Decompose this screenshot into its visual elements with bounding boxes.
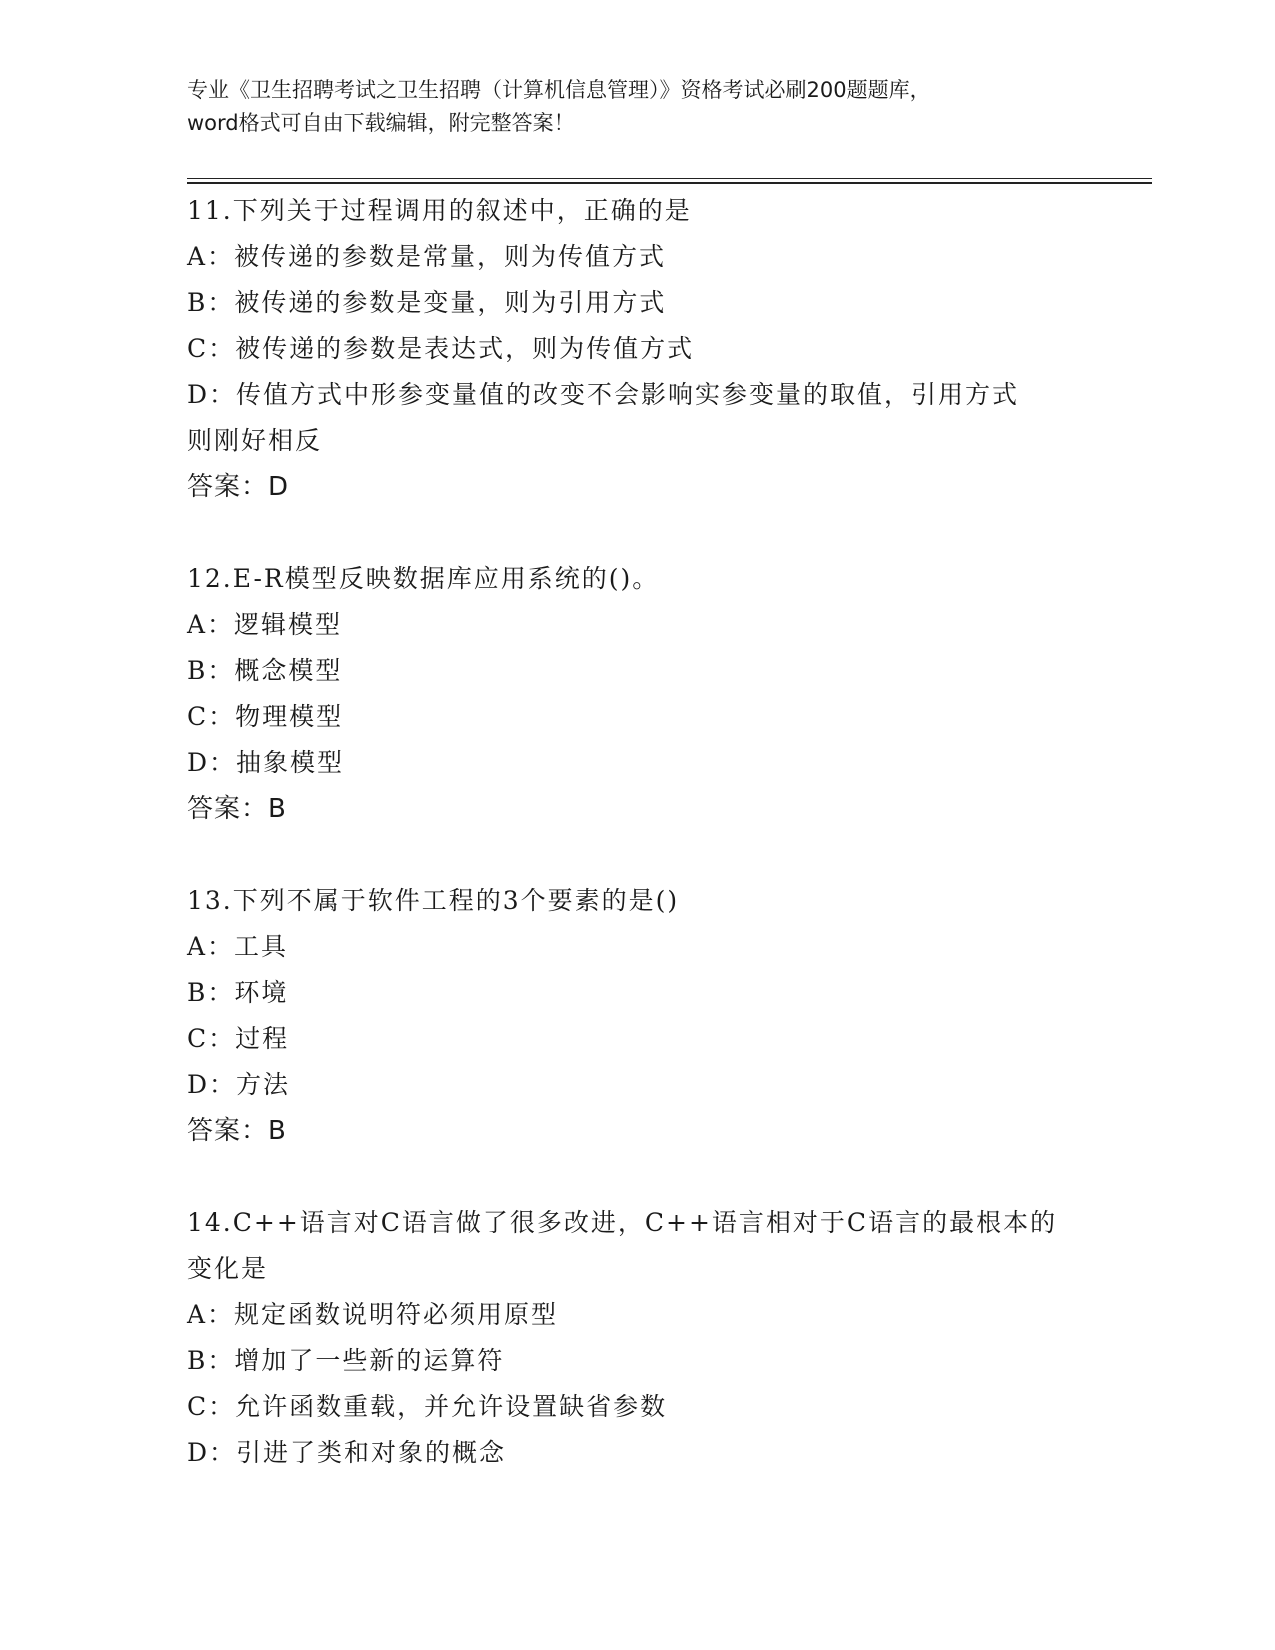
- option-c: C：物理模型: [187, 702, 344, 731]
- question-stem: 14.C++语言对C语言做了很多改进，C++语言相对于C语言的最根本的: [187, 1208, 1058, 1237]
- document-header: [187, 74, 1087, 140]
- option-d-continued: 则刚好相反: [187, 426, 323, 455]
- option-b: B：环境: [187, 978, 289, 1007]
- option-a: A：被传递的参数是常量，则为传值方式: [187, 242, 667, 271]
- header-divider-thin: [187, 178, 1152, 179]
- question-block: [187, 556, 1087, 832]
- question-block: [187, 1200, 1087, 1476]
- answer-line: 答案：D: [187, 472, 290, 502]
- question-stem-continued: 变化是: [187, 1254, 269, 1283]
- option-c: C：过程: [187, 1024, 290, 1053]
- option-a: A：逻辑模型: [187, 610, 343, 639]
- option-b: B：增加了一些新的运算符: [187, 1346, 505, 1375]
- option-d: D：传值方式中形参变量值的改变不会影响实参变量的取值，引用方式: [187, 380, 1020, 409]
- question-block: [187, 878, 1087, 1154]
- answer-line: 答案：B: [187, 1116, 287, 1146]
- option-a: A：规定函数说明符必须用原型: [187, 1300, 559, 1329]
- option-a: A：工具: [187, 932, 289, 961]
- header-line-1: 专业《卫生招聘考试之卫生招聘（计算机信息管理）》资格考试必刷200题题库，: [187, 78, 931, 102]
- option-b: B：被传递的参数是变量，则为引用方式: [187, 288, 667, 317]
- question-stem: 13.下列不属于软件工程的3个要素的是(): [187, 886, 680, 915]
- option-b: B：概念模型: [187, 656, 343, 685]
- option-d: D：方法: [187, 1070, 291, 1099]
- question-list: [187, 188, 1087, 1476]
- option-d: D：抽象模型: [187, 748, 345, 777]
- option-d: D：引进了类和对象的概念: [187, 1438, 507, 1467]
- question-stem: 11.下列关于过程调用的叙述中，正确的是: [187, 196, 692, 225]
- header-divider-thick: [187, 182, 1152, 184]
- header-line-2: word格式可自由下载编辑，附完整答案！: [187, 111, 575, 135]
- answer-line: 答案：B: [187, 794, 287, 824]
- question-stem: 12.E-R模型反映数据库应用系统的()。: [187, 564, 660, 593]
- option-c: C：被传递的参数是表达式，则为传值方式: [187, 334, 695, 363]
- question-block: [187, 188, 1087, 510]
- option-c: C：允许函数重载，并允许设置缺省参数: [187, 1392, 668, 1421]
